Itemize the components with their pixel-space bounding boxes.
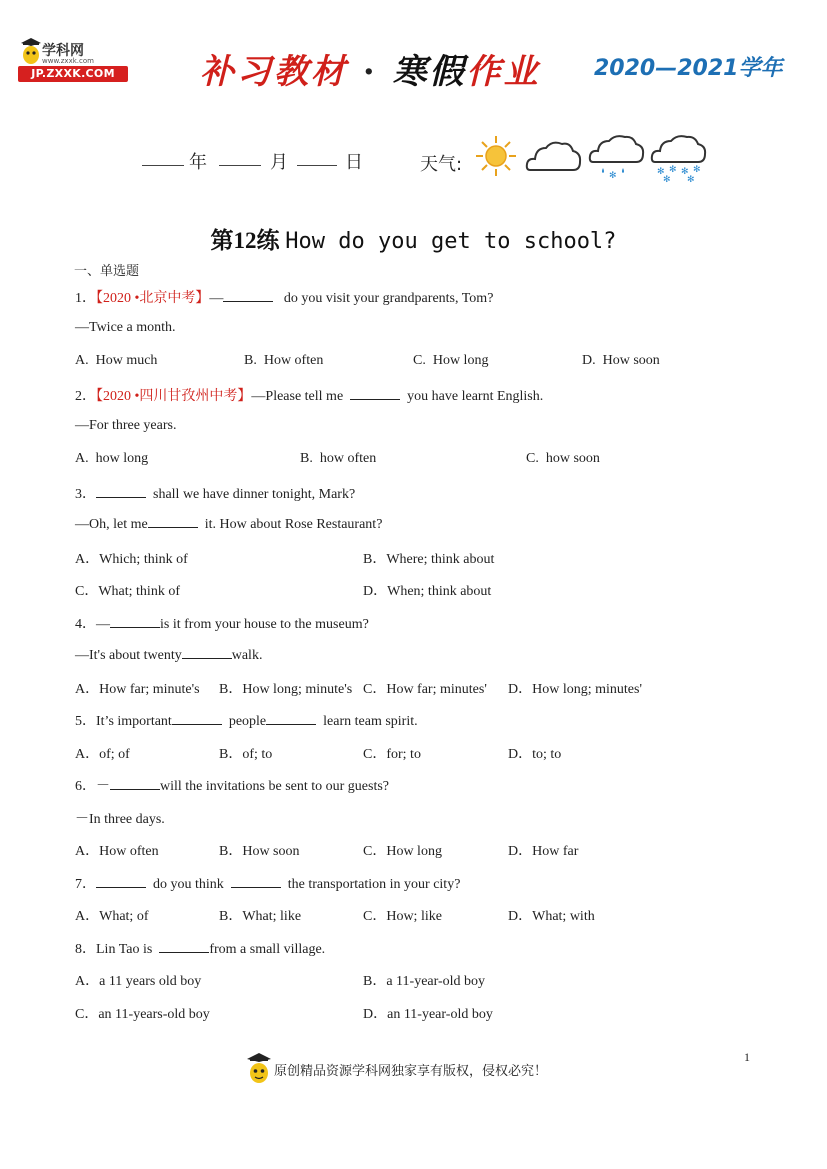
question-stem: is it from your house to the museum? bbox=[160, 617, 369, 632]
question-stem: Lin Tao is bbox=[96, 942, 160, 957]
answer-blank[interactable] bbox=[110, 777, 160, 790]
option-b[interactable]: B. How often bbox=[244, 353, 324, 368]
option-d[interactable]: D．to; to bbox=[508, 747, 562, 762]
question-stem: do you visit your grandparents, Tom? bbox=[273, 291, 494, 306]
option-c[interactable]: C. How long bbox=[413, 353, 489, 368]
day-label: 日 bbox=[345, 152, 363, 173]
option-b[interactable]: B. how often bbox=[300, 451, 377, 466]
answer-blank[interactable] bbox=[159, 940, 209, 953]
month-blank[interactable] bbox=[219, 165, 261, 166]
question-7 bbox=[75, 873, 460, 893]
question-4 bbox=[75, 613, 369, 633]
option-a[interactable]: A．of; of bbox=[75, 747, 130, 762]
question-number: 4． bbox=[75, 617, 96, 632]
answer-blank[interactable] bbox=[266, 712, 316, 725]
svg-text:✻: ✻ bbox=[681, 167, 689, 177]
reply-text: it. How about Rose Restaurant? bbox=[197, 517, 383, 532]
page-number: 1 bbox=[744, 1050, 750, 1064]
question-stem: － bbox=[96, 779, 110, 794]
option-c[interactable]: C．an 11-years-old boy bbox=[75, 1007, 210, 1022]
answer-blank[interactable] bbox=[231, 875, 281, 888]
question-number: 7． bbox=[75, 877, 96, 892]
question-stem: the transportation in your city? bbox=[280, 877, 461, 892]
option-a[interactable]: A．Which; think of bbox=[75, 552, 188, 567]
option-a[interactable]: A．What; of bbox=[75, 909, 149, 924]
option-a[interactable]: A. how long bbox=[75, 451, 149, 466]
question-number: 6． bbox=[75, 779, 96, 794]
question-5 bbox=[75, 710, 418, 730]
option-c[interactable]: C．How; like bbox=[363, 909, 442, 924]
page-banner-title bbox=[200, 44, 541, 93]
answer-blank[interactable] bbox=[148, 515, 198, 528]
sun-icon[interactable] bbox=[472, 134, 520, 178]
section-heading: 一、单选题 bbox=[74, 264, 140, 279]
question-stem: people bbox=[221, 714, 267, 729]
option-b[interactable]: B．How long; minute's bbox=[219, 682, 353, 697]
lesson-title: How do you get to school? bbox=[285, 229, 617, 254]
question-1 bbox=[75, 287, 493, 307]
question-stem: It’s important bbox=[96, 714, 172, 729]
svg-text:✻: ✻ bbox=[657, 167, 665, 177]
answer-blank[interactable] bbox=[182, 646, 232, 659]
question-2 bbox=[75, 385, 543, 405]
reply-text: —Oh, let me bbox=[75, 517, 148, 532]
rain-cloud-icon[interactable] bbox=[587, 134, 647, 182]
school-year: 2020—2021学年 bbox=[594, 56, 783, 81]
question-stem: from a small village. bbox=[209, 942, 326, 957]
question-stem: — bbox=[209, 291, 224, 306]
answer-blank[interactable] bbox=[172, 712, 222, 725]
question-number: 5． bbox=[75, 714, 96, 729]
option-d[interactable]: D．What; with bbox=[508, 909, 595, 924]
option-b[interactable]: B．of; to bbox=[219, 747, 273, 762]
mascot-icon bbox=[20, 38, 42, 66]
banner-title-part3: 作业 bbox=[466, 52, 541, 92]
logo-brand: 学科网 bbox=[42, 43, 84, 59]
option-b[interactable]: B．How soon bbox=[219, 844, 300, 859]
svg-text:✻: ✻ bbox=[693, 165, 701, 175]
question-source: 【2020 •北京中考】 bbox=[96, 291, 210, 306]
option-a[interactable]: A. How much bbox=[75, 353, 158, 368]
banner-title-part1: 补习教材 bbox=[200, 52, 348, 92]
month-label: 月 bbox=[270, 152, 288, 173]
option-c[interactable]: C．How far; minutes' bbox=[363, 682, 487, 697]
question-number: 2． bbox=[75, 389, 96, 404]
question-stem: will the invitations be sent to our guests? bbox=[160, 779, 390, 794]
option-d[interactable]: D．an 11-year-old boy bbox=[363, 1007, 493, 1022]
option-c[interactable]: C．for; to bbox=[363, 747, 421, 762]
option-d[interactable]: D．How long; minutes' bbox=[508, 682, 642, 697]
question-source: 【2020 •四川甘孜州中考】 bbox=[96, 389, 252, 404]
option-d[interactable]: D．When; think about bbox=[363, 584, 492, 599]
question-3 bbox=[75, 483, 355, 503]
question-stem: shall we have dinner tonight, Mark? bbox=[146, 487, 356, 502]
question-stem: do you think bbox=[146, 877, 231, 892]
answer-blank[interactable] bbox=[96, 485, 146, 498]
question-reply: —For three years. bbox=[75, 418, 177, 433]
option-b[interactable]: B．What; like bbox=[219, 909, 302, 924]
site-logo bbox=[18, 38, 130, 84]
svg-text:✻: ✻ bbox=[609, 171, 617, 181]
answer-blank[interactable] bbox=[350, 387, 400, 400]
logo-small-url: www.zxxk.com bbox=[42, 57, 94, 65]
banner-title-dot: · bbox=[362, 52, 378, 92]
option-c[interactable]: C. how soon bbox=[526, 451, 600, 466]
option-a[interactable]: A．a 11 years old boy bbox=[75, 974, 202, 989]
svg-text:✻: ✻ bbox=[663, 175, 671, 184]
question-stem: — bbox=[96, 617, 110, 632]
reply-text: walk. bbox=[231, 648, 263, 663]
option-c[interactable]: C．How long bbox=[363, 844, 442, 859]
question-stem: you have learnt English. bbox=[400, 389, 544, 404]
question-reply bbox=[75, 646, 262, 664]
mascot-icon bbox=[246, 1052, 272, 1086]
lesson-heading bbox=[0, 222, 827, 255]
logo-url: JP.ZXXK.COM bbox=[18, 66, 128, 82]
question-number: 8． bbox=[75, 942, 96, 957]
question-6 bbox=[75, 775, 389, 795]
year-label: 年 bbox=[189, 152, 207, 173]
option-c[interactable]: C．What; think of bbox=[75, 584, 180, 599]
question-number: 1． bbox=[75, 291, 96, 306]
question-number: 3． bbox=[75, 487, 96, 502]
day-blank[interactable] bbox=[297, 165, 337, 166]
option-a[interactable]: A．How far; minute's bbox=[75, 682, 200, 697]
svg-text:✻: ✻ bbox=[669, 165, 677, 175]
question-8 bbox=[75, 938, 325, 958]
reply-text: —It's about twenty bbox=[75, 648, 182, 663]
answer-blank[interactable] bbox=[96, 875, 146, 888]
answer-blank[interactable] bbox=[223, 289, 273, 302]
option-a[interactable]: A．How often bbox=[75, 844, 159, 859]
option-b[interactable]: B．Where; think about bbox=[363, 552, 495, 567]
year-blank[interactable] bbox=[142, 165, 184, 166]
banner-title-part2: 寒假 bbox=[392, 52, 467, 92]
copyright-text: 原创精品资源学科网独家享有版权，侵权必究！ bbox=[274, 1064, 548, 1079]
option-d[interactable]: D. How soon bbox=[582, 353, 660, 368]
option-d[interactable]: D．How far bbox=[508, 844, 579, 859]
cloud-icon[interactable] bbox=[524, 134, 584, 178]
svg-text:✻: ✻ bbox=[687, 175, 695, 184]
weather-label: 天气: bbox=[420, 154, 463, 175]
lesson-number: 第12练 bbox=[210, 228, 280, 253]
copyright-footer bbox=[246, 1052, 586, 1086]
answer-blank[interactable] bbox=[110, 615, 160, 628]
question-stem: —Please tell me bbox=[251, 389, 351, 404]
question-reply: －In three days. bbox=[75, 812, 165, 827]
question-reply bbox=[75, 515, 382, 533]
option-b[interactable]: B．a 11-year-old boy bbox=[363, 974, 486, 989]
snow-cloud-icon[interactable] bbox=[649, 134, 709, 184]
question-reply: —Twice a month. bbox=[75, 320, 176, 335]
question-stem: learn team spirit. bbox=[316, 714, 418, 729]
